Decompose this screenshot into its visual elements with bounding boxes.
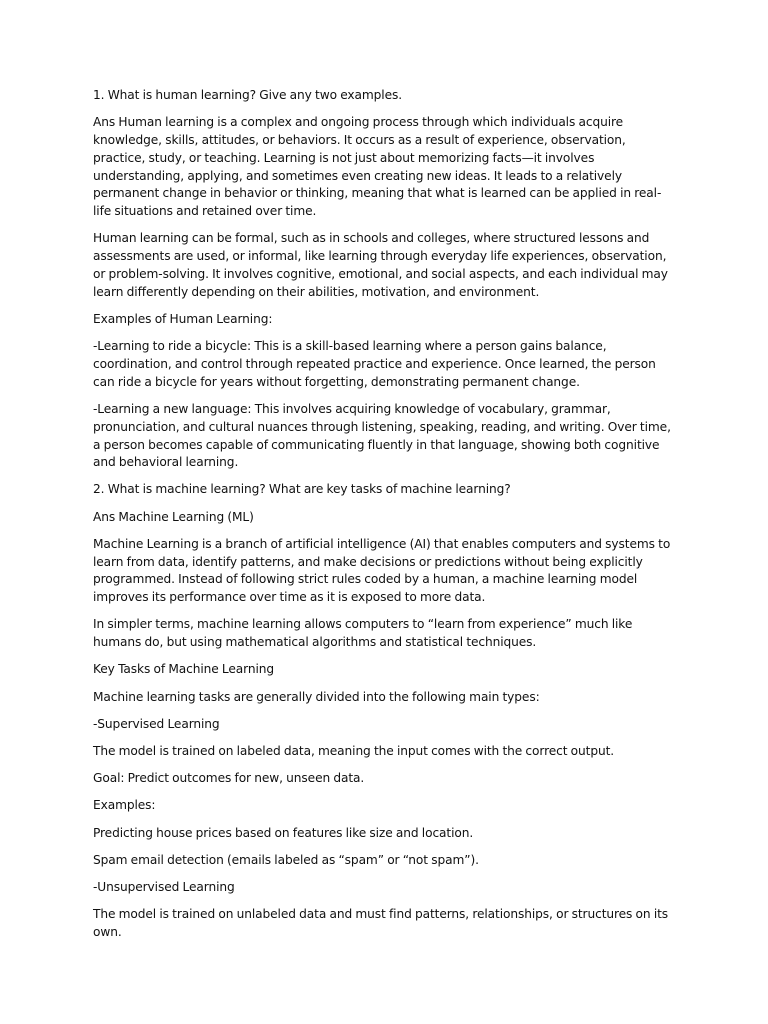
answer-1-definition-paragraph: Ans Human learning is a complex and ongoing process through which individuals acquire knowledge, skills, attitudes, or behaviors. It occurs as a result of experience, observation, practice, study, or teaching. Learning is not just about memorizing facts—it involves understanding, applying, and sometimes even creating new ideas. It leads to a relatively permanent change in behavior or thinking, meaning that what is learned can be applied in real-life situations and retained over time. (93, 115, 662, 219)
document-body (93, 87, 677, 951)
unsupervised-description: The model is trained on unlabeled data and must find patterns, relationships, or structures on its own. (93, 907, 669, 939)
supervised-example-spam: Spam email detection (emails labeled as “spam” or “not spam”). (93, 852, 479, 867)
example-language-paragraph: -Learning a new language: This involves acquiring knowledge of vocabulary, grammar, pronunciation, and cultural nuances through listening, speaking, reading, and writing. Over time, a person becomes capable of communicating fluently in that language, showing both cognitive and behavioral learning. (93, 401, 671, 470)
answer-2-heading: Ans Machine Learning (ML) (93, 509, 254, 524)
examples-heading: Examples of Human Learning: (93, 311, 273, 326)
supervised-goal: Goal: Predict outcomes for new, unseen data. (93, 771, 365, 786)
supervised-example-house-prices: Predicting house prices based on features like size and location. (93, 825, 474, 840)
supervised-heading: -Supervised Learning (93, 716, 220, 731)
answer-1-types-paragraph: Human learning can be formal, such as in schools and colleges, where structured lessons and assessments are used, or informal, like learning through everyday life experiences, observation, or problem-solving. It involves cognitive, emotional, and social aspects, and each individual may learn differently depending on their abilities, motivation, and environment. (93, 231, 668, 299)
question-1-heading: 1. What is human learning? Give any two examples. (93, 88, 403, 102)
ml-definition-paragraph: Machine Learning is a branch of artificial intelligence (AI) that enables computers and systems to learn from data, identify patterns, and make decisions or predictions without being explicitly programmed. Instead of following strict rules coded by a human, a machine learning model improves its performance over time as it is exposed to more data. (93, 536, 671, 605)
key-tasks-heading: Key Tasks of Machine Learning (93, 662, 275, 677)
key-tasks-intro: Machine learning tasks are generally divided into the following main types: (93, 689, 540, 704)
example-bicycle-paragraph: -Learning to ride a bicycle: This is a skill-based learning where a person gains balance, coordination, and control through repeated practice and experience. Once learned, the person can ride a bicycle for years without forgetting, demonstrating permanent change. (93, 339, 656, 389)
supervised-description: The model is trained on labeled data, meaning the input comes with the correct output. (93, 743, 615, 758)
ml-simple-terms-paragraph: In simpler terms, machine learning allows computers to “learn from experience” much like humans do, but using mathematical algorithms and statistical techniques. (93, 617, 633, 650)
supervised-examples-label: Examples: (93, 798, 156, 813)
unsupervised-heading: -Unsupervised Learning (93, 879, 235, 894)
question-2-heading: 2. What is machine learning? What are key tasks of machine learning? (93, 482, 511, 497)
